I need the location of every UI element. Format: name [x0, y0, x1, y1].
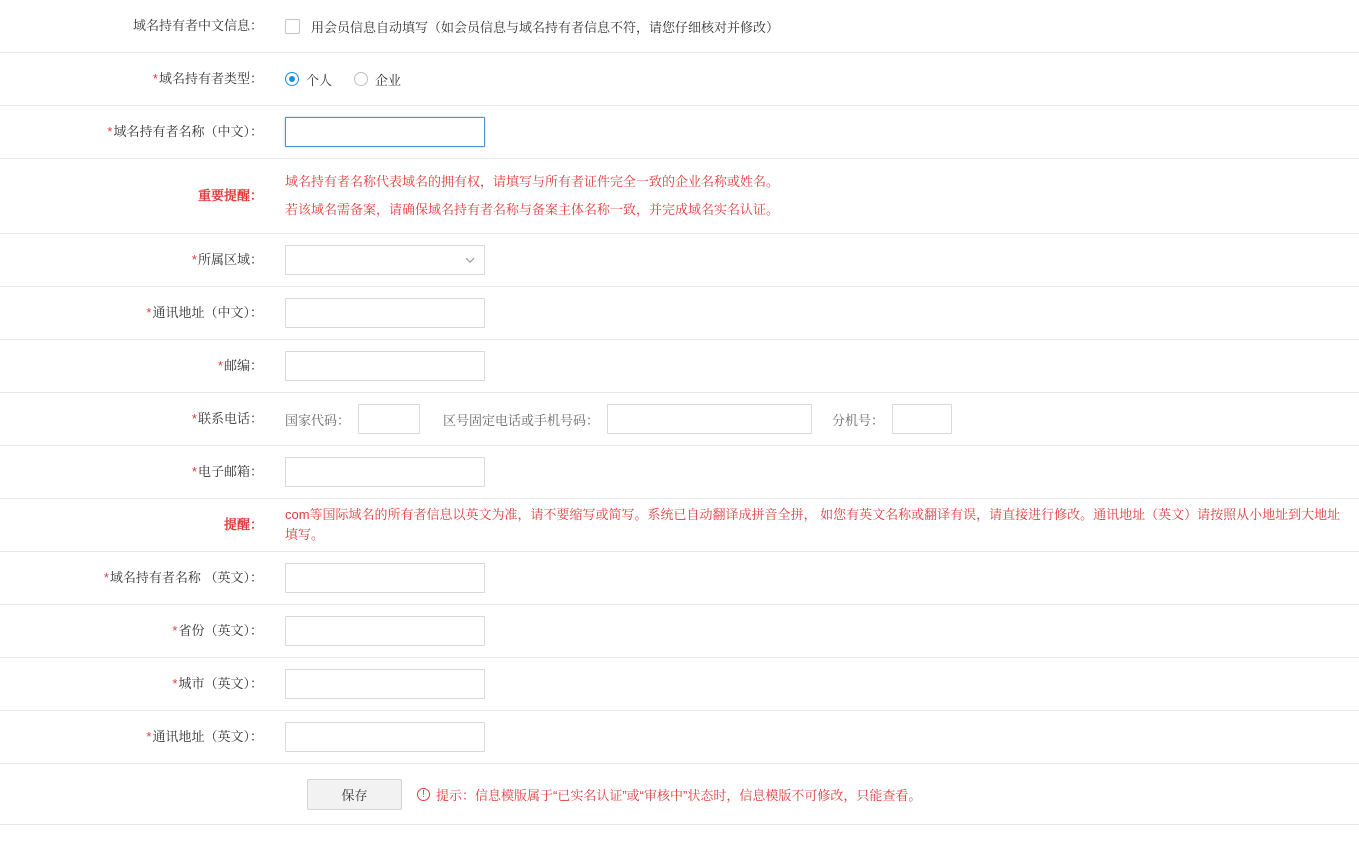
label-address-en-text: 通讯地址（英文）：	[152, 729, 263, 744]
field-holder-name-cn	[285, 106, 1359, 158]
footer-tip	[417, 785, 921, 804]
radio-option-personal[interactable]	[285, 70, 354, 89]
required-star: *	[146, 729, 152, 744]
radio-enterprise-input[interactable]	[354, 72, 368, 86]
tip-text: com等国际域名的所有者信息以英文为准，请不要缩写或简写。系统已自动翻译成拼音全拼， 如您有英文名称或翻译有误，请直接进行修改。通讯地址（英文）请按照从小地址到大地址填写。	[285, 507, 1341, 542]
required-star: *	[217, 358, 223, 373]
row-city-en	[0, 658, 1359, 711]
label-tip	[0, 499, 285, 551]
label-holder-name-en	[0, 552, 285, 604]
label-important-note-text: 重要提醒：	[197, 188, 263, 203]
city-en-input[interactable]	[285, 669, 485, 699]
label-province-en	[0, 605, 285, 657]
phone-country-code-input[interactable]	[358, 404, 420, 434]
field-phone	[285, 393, 1359, 445]
row-address-cn	[0, 287, 1359, 340]
label-city-en-text: 城市（英文）：	[178, 676, 263, 691]
label-address-cn	[0, 287, 285, 339]
required-star: *	[191, 464, 197, 479]
required-star: *	[191, 411, 197, 426]
required-star: *	[103, 570, 109, 585]
row-region	[0, 234, 1359, 287]
email-input[interactable]	[285, 457, 485, 487]
required-star: *	[172, 676, 178, 691]
row-phone	[0, 393, 1359, 446]
label-city-en	[0, 658, 285, 710]
important-note-line-1: 域名持有者名称代表域名的拥有权，请填写与所有者证件完全一致的企业名称或姓名。	[285, 174, 780, 189]
radio-personal-label[interactable]: 个人	[306, 72, 333, 88]
field-email	[285, 446, 1359, 498]
row-postcode	[0, 340, 1359, 393]
chevron-down-icon	[464, 254, 476, 266]
label-province-en-text: 省份（英文）：	[178, 623, 263, 638]
row-holder-type	[0, 53, 1359, 106]
label-holder-type-text: 域名持有者类型：	[158, 71, 263, 86]
holder-name-cn-input[interactable]	[285, 117, 485, 147]
label-region	[0, 234, 285, 286]
row-footer	[0, 764, 1359, 825]
label-country-code: 国家代码：	[285, 412, 351, 428]
field-holder-name-en	[285, 552, 1359, 604]
required-star: *	[107, 124, 113, 139]
address-cn-input[interactable]	[285, 298, 485, 328]
field-tip	[285, 499, 1359, 551]
footer-tip-text: 提示：信息模版属于“已实名认证”或“审核中”状态时，信息模版不可修改，只能查看。	[436, 787, 922, 803]
row-holder-name-en	[0, 552, 1359, 605]
label-auto-fill	[0, 0, 285, 52]
important-note-line-2: 若该域名需备案，请确保域名持有者名称与备案主体名称一致，并完成域名实名认证。	[285, 202, 780, 217]
required-star: *	[152, 71, 158, 86]
label-phone	[0, 393, 285, 445]
radio-enterprise-label[interactable]: 企业	[375, 72, 402, 88]
postcode-input[interactable]	[285, 351, 485, 381]
label-address-cn-text: 通讯地址（中文）：	[152, 305, 263, 320]
label-tip-text: 提醒：	[223, 517, 263, 532]
radio-personal-input[interactable]	[285, 72, 299, 86]
save-button[interactable]: 保存	[307, 779, 402, 810]
field-region	[285, 234, 1359, 286]
row-important-note	[0, 159, 1359, 234]
label-postcode-text: 邮编：	[223, 358, 263, 373]
row-holder-name-cn	[0, 106, 1359, 159]
label-holder-name-en-text: 域名持有者名称 （英文）：	[109, 570, 263, 585]
label-holder-name-cn	[0, 106, 285, 158]
row-province-en	[0, 605, 1359, 658]
row-address-en	[0, 711, 1359, 764]
footer-content	[0, 779, 1359, 810]
province-en-input[interactable]	[285, 616, 485, 646]
field-address-en	[285, 711, 1359, 763]
info-icon: !	[417, 788, 430, 801]
phone-ext-input[interactable]	[892, 404, 952, 434]
auto-fill-checkbox-label[interactable]: 用会员信息自动填写（如会员信息与域名持有者信息不符，请您仔细核对并修改）	[311, 19, 780, 35]
label-important-note	[0, 159, 285, 233]
holder-name-en-input[interactable]	[285, 563, 485, 593]
field-city-en	[285, 658, 1359, 710]
label-email-text: 电子邮箱：	[197, 464, 263, 479]
address-en-input[interactable]	[285, 722, 485, 752]
field-important-note	[285, 159, 1359, 233]
label-holder-type	[0, 53, 285, 105]
label-auto-fill-text: 域名持有者中文信息：	[132, 18, 263, 33]
field-holder-type	[285, 53, 1359, 105]
field-address-cn	[285, 287, 1359, 339]
region-select[interactable]	[285, 245, 485, 275]
label-address-en	[0, 711, 285, 763]
row-auto-fill	[0, 0, 1359, 53]
label-phone-ext: 分机号：	[832, 412, 885, 428]
row-email	[0, 446, 1359, 499]
important-note-block	[285, 159, 779, 233]
row-tip	[0, 499, 1359, 552]
label-postcode	[0, 340, 285, 392]
label-phone-number: 区号固定电话或手机号码：	[443, 412, 600, 428]
label-phone-text: 联系电话：	[197, 411, 263, 426]
field-province-en	[285, 605, 1359, 657]
field-postcode	[285, 340, 1359, 392]
phone-number-input[interactable]	[607, 404, 812, 434]
label-email	[0, 446, 285, 498]
required-star: *	[172, 623, 178, 638]
required-star: *	[191, 252, 197, 267]
label-holder-name-cn-text: 域名持有者名称（中文）：	[113, 124, 263, 139]
label-region-text: 所属区域：	[197, 252, 263, 267]
field-auto-fill	[285, 0, 1359, 52]
auto-fill-checkbox[interactable]	[285, 19, 300, 34]
radio-option-enterprise[interactable]	[354, 70, 423, 89]
required-star: *	[146, 305, 152, 320]
